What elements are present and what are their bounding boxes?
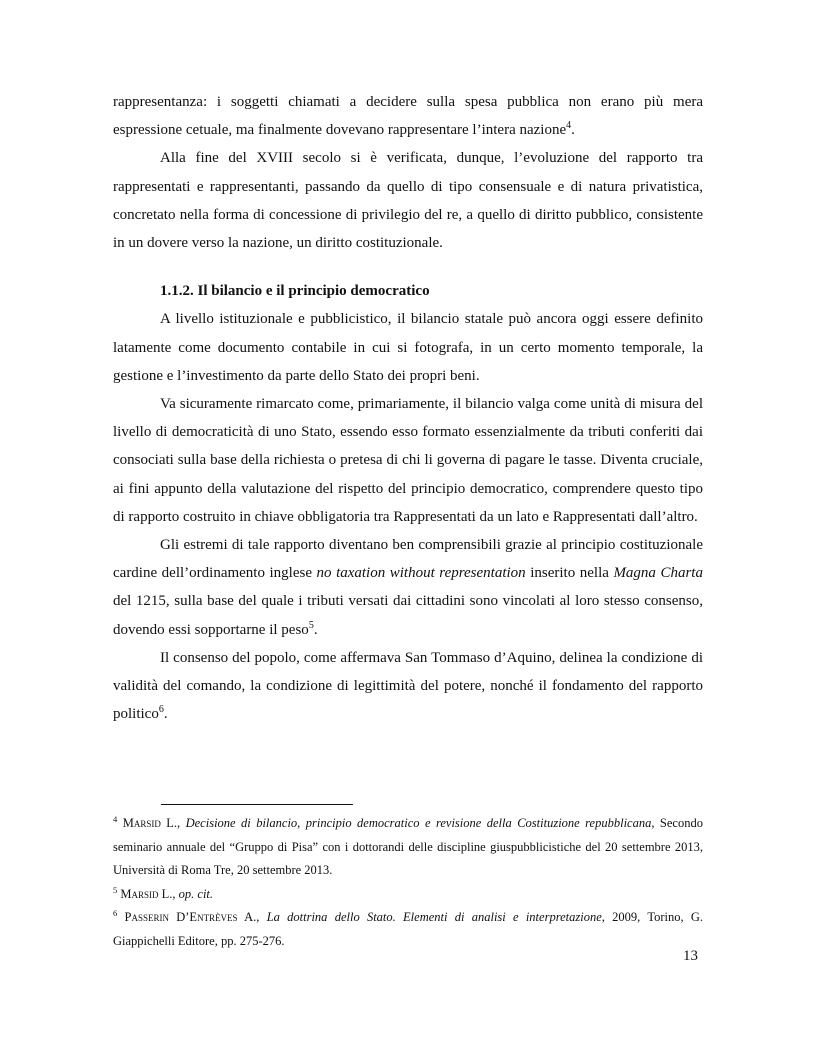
footnote-divider <box>161 804 353 805</box>
paragraph-1: rappresentanza: i soggetti chiamati a decidere sulla spesa pubblica non erano più mera espressione cetuale, ma finalmente dovevano rappresentare l’intera nazione$^4$. <box>113 94 703 139</box>
footnote-5: $^5$ Marsid L., op. cit. <box>113 884 214 901</box>
paragraph-5: Gli estremi di tale rapporto diventano ben comprensibili grazie al principio costituzionale cardine dell’ordinamento inglese no taxation without representation inserito nella Magna Charta del 1215, sulla base del quale i tributi versati dai cittadini sono vincolati al loro stesso consenso, dovendo essi sopportarne il peso$^5$. <box>113 537 703 638</box>
footnote-ref-4[interactable]: 4 <box>566 120 572 132</box>
page-number: 13 <box>683 948 698 964</box>
section-heading: 1.1.2. Il bilancio e il principio democratico <box>160 283 430 300</box>
footnote-ref-5[interactable]: 5 <box>308 619 314 631</box>
footnotes <box>113 812 703 953</box>
footnote-ref-6[interactable]: 6 <box>158 704 164 716</box>
footnote-4: $^4$ Marsid L., Decisione di bilancio, principio democratico e revisione della Costituzione repubblicana, Secondo seminario annuale del “Gruppo di Pisa” con i dottorandi delle discipline giuspubblicistiche del 20 settembre 2013, Università di Roma Tre, 20 settembre 2013. <box>113 813 703 877</box>
page-body <box>113 88 703 728</box>
paragraph-6: Il consenso del popolo, come affermava San Tommaso d’Aquino, delinea la condizione di validità del comando, la condizione di legittimità del potere, nonché il fondamento del rapporto politico$^6$. <box>113 649 703 723</box>
paragraph-3: A livello istituzionale e pubblicistico, il bilancio statale può ancora oggi essere definito latamente come documento contabile in cui si fotografa, in un certo momento temporale, la gestione e l’investimento da parte dello Stato dei propri beni. <box>113 311 703 384</box>
paragraph-2: Alla fine del XVIII secolo si è verificata, dunque, l’evoluzione del rapporto tra rappresentati e rappresentanti, passando da quello di tipo consensuale e di natura privatistica, concretato nella forma di concessione di privilegio del re, a quello di diritto pubblico, consistente in un dovere verso la nazione, un diritto costituzionale. <box>113 150 703 252</box>
footnote-6: $^6$ Passerin D’Entrèves A., La dottrina dello Stato. Elementi di analisi e interpretazione, 2009, Torino, G. Giappichelli Editore, pp. 275-276. <box>113 907 704 948</box>
paragraph-4: Va sicuramente rimarcato come, primariamente, il bilancio valga come unità di misura del livello di democraticità di uno Stato, essendo esso formato essenzialmente da tributi conferiti dai consociati sulla base della richiesta o pretesa di chi li governa di pagare le tasse. Diventa cruciale, ai fini appunto della valutazione del rispetto del principio democratico, comprendere questo tipo di rapporto costruito in chiave obbligatoria tra Rappresentati da un lato e Rappresentati dall’altro. <box>113 396 703 525</box>
